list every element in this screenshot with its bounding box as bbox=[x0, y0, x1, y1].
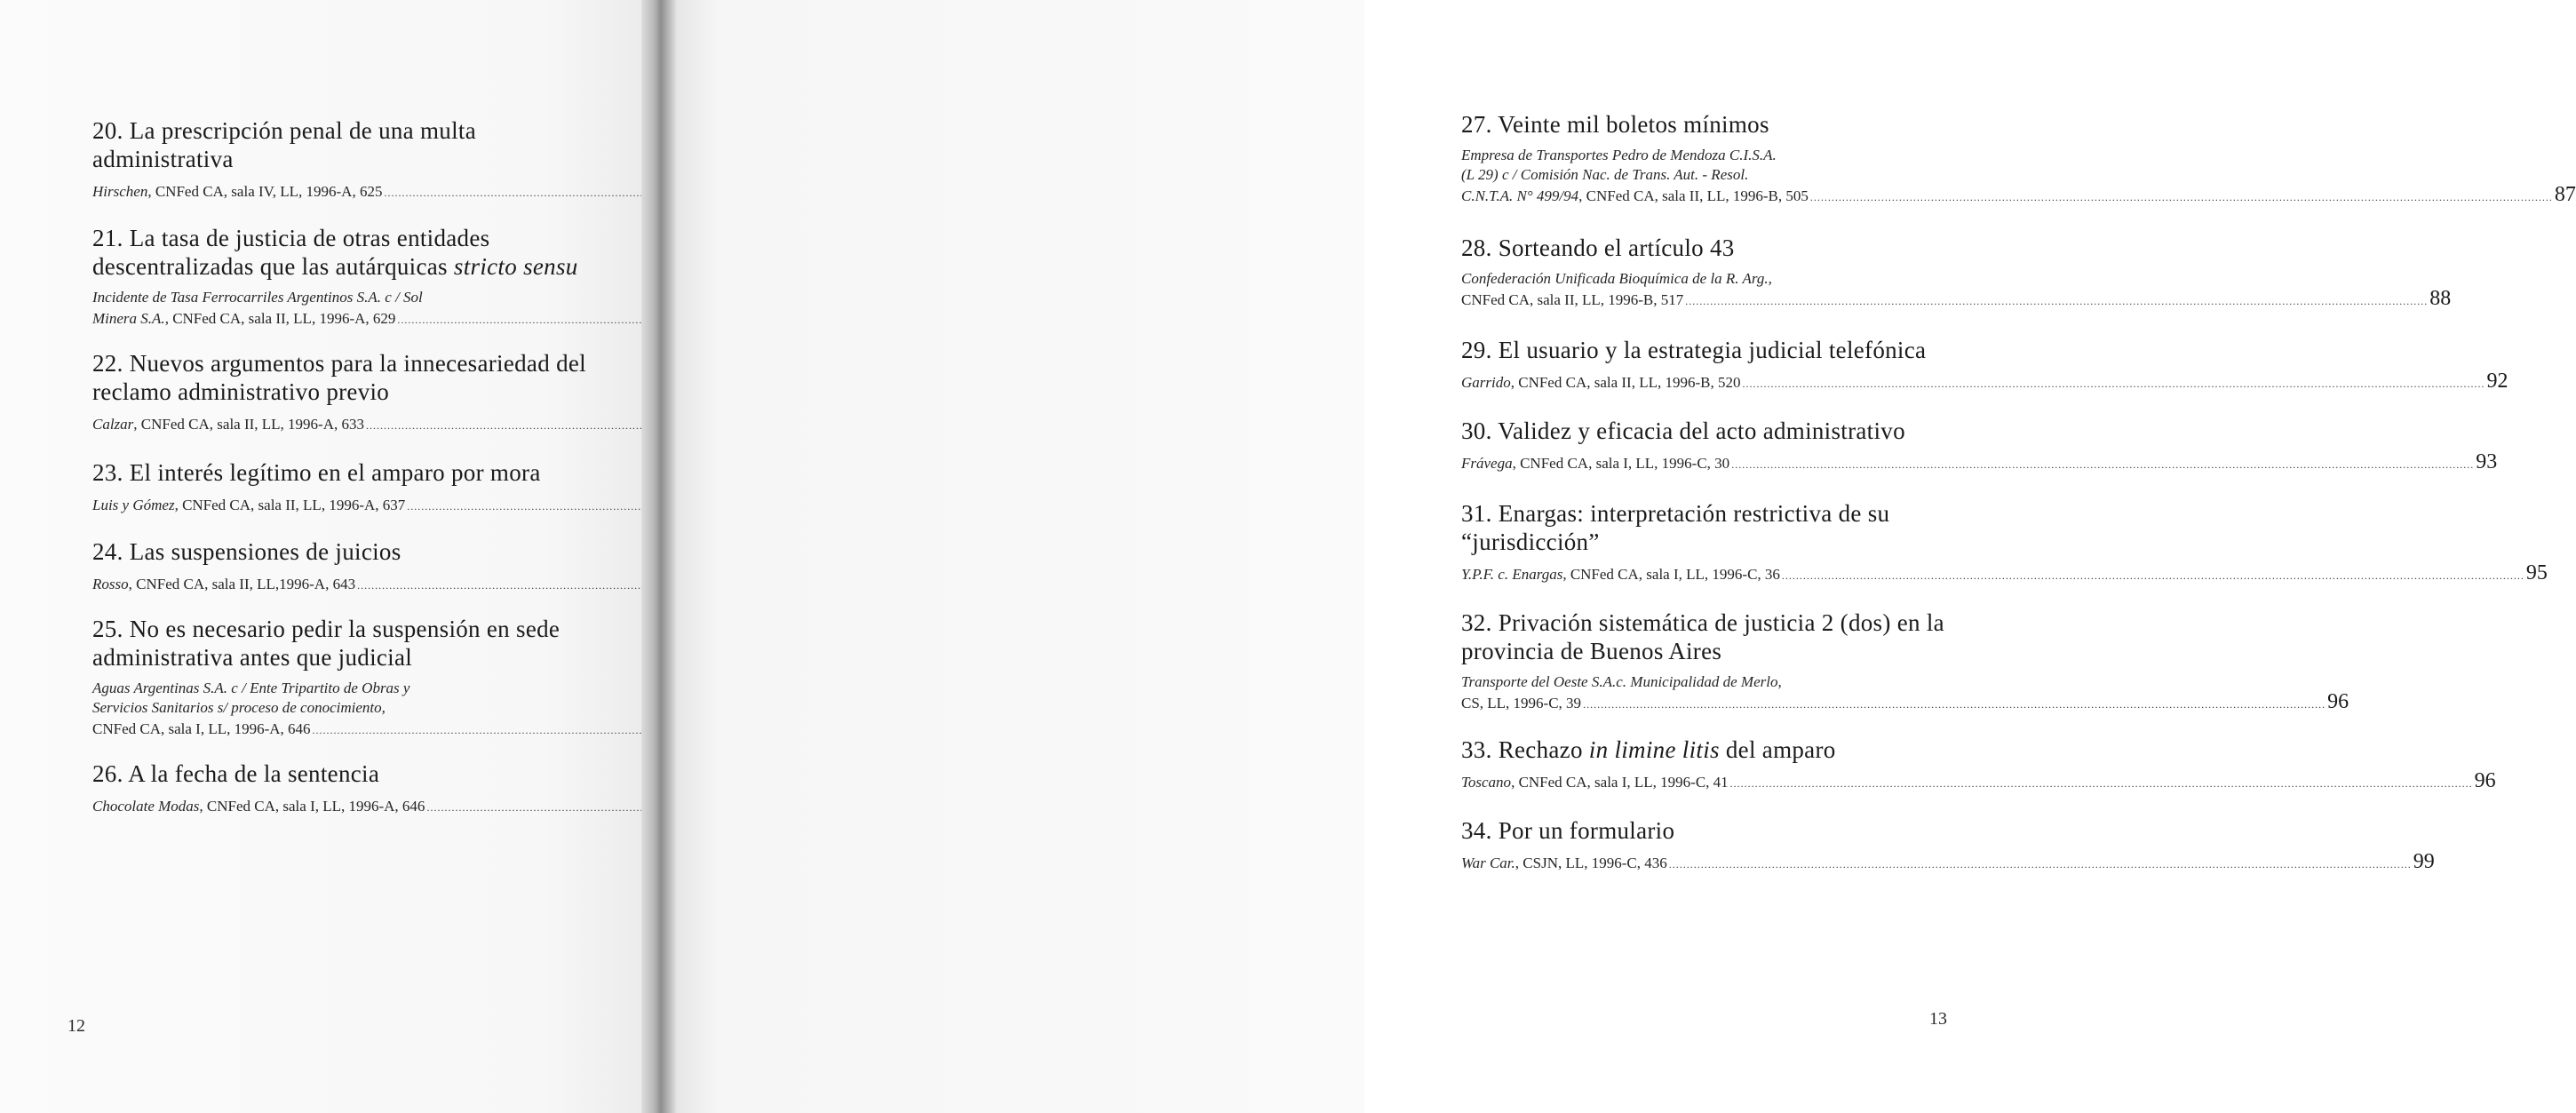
citation-text bbox=[92, 309, 395, 329]
citation-case-name: Aguas Argentinas S.A. c / Ente Tripartito de Obras y bbox=[92, 680, 410, 696]
citation-line bbox=[1461, 269, 1954, 289]
citation-line bbox=[92, 573, 588, 595]
entry-title: 26. A la fecha de la sentencia bbox=[92, 760, 380, 787]
entry-title: 27. Veinte mil boletos mínimos bbox=[1461, 111, 1769, 138]
citation-text bbox=[1461, 187, 1809, 206]
dot-leader bbox=[1730, 774, 2473, 793]
citation-text bbox=[1461, 565, 1780, 584]
citation-reference: , CNFed CA, sala I, LL, 1996-C, 41 bbox=[1511, 774, 1729, 791]
citation-line bbox=[1461, 287, 2452, 311]
citation-reference: , CNFed CA, sala II, LL, 1996-B, 520 bbox=[1510, 374, 1741, 391]
entry-citation bbox=[1461, 269, 2452, 311]
citation-case-name: Garrido bbox=[1461, 374, 1511, 391]
citation-text bbox=[1461, 854, 1667, 873]
citation-case-name: Luis y Gómez bbox=[92, 497, 175, 513]
citation-text bbox=[92, 679, 409, 698]
citation-text bbox=[92, 182, 382, 202]
book-gutter bbox=[641, 0, 677, 1113]
toc-entry bbox=[92, 615, 588, 740]
dot-leader bbox=[1685, 291, 2428, 311]
citation-case-name: Transporte del Oeste S.A.c. Municipalidad de Merlo, bbox=[1461, 673, 1782, 690]
entry-citation bbox=[1461, 850, 2435, 874]
dot-leader bbox=[1743, 374, 2485, 394]
citation-text bbox=[1461, 694, 1581, 713]
entry-title-part: del amparo bbox=[1719, 736, 1836, 763]
citation-line bbox=[92, 795, 588, 817]
page-reference: 87 bbox=[2554, 183, 2576, 206]
entry-citation bbox=[1461, 561, 2548, 585]
page-number-left: 12 bbox=[68, 1016, 85, 1036]
citation-line bbox=[92, 698, 588, 718]
entry-title bbox=[92, 224, 588, 281]
entry-title: 23. El interés legítimo en el amparo por mora bbox=[92, 459, 541, 486]
page-reference: 96 bbox=[2327, 690, 2349, 713]
toc-entry bbox=[1461, 417, 2498, 474]
citation-line bbox=[1461, 561, 2548, 585]
citation-text bbox=[1461, 454, 1729, 473]
citation-text bbox=[92, 575, 355, 594]
citation-case-name: War Car. bbox=[1461, 855, 1515, 871]
toc-entry bbox=[1461, 608, 2349, 714]
entry-title: 22. Nuevos argumentos para la innecesariedad del reclamo administrativo previo bbox=[92, 350, 586, 405]
citation-line bbox=[1461, 183, 2576, 207]
toc-entry bbox=[1461, 234, 2452, 311]
citation-reference: , CNFed CA, sala II, LL,1996-A, 643 bbox=[128, 576, 356, 592]
entry-citation bbox=[92, 180, 588, 203]
citation-line bbox=[92, 180, 588, 203]
citation-case-name: Incidente de Tasa Ferrocarriles Argentinos S.A. c / Sol bbox=[92, 289, 423, 306]
entry-citation bbox=[92, 573, 588, 595]
toc-entry bbox=[1461, 816, 2435, 874]
entry-citation bbox=[92, 288, 588, 330]
citation-reference: , CNFed CA, sala II, LL, 1996-A, 633 bbox=[133, 416, 364, 433]
entry-citation bbox=[1461, 672, 2349, 714]
citation-text bbox=[92, 719, 311, 739]
citation-line bbox=[1461, 769, 2496, 793]
citation-reference: , CNFed CA, sala I, LL, 1996-C, 36 bbox=[1562, 566, 1780, 583]
entry-title: 29. El usuario y la estrategia judicial telefónica bbox=[1461, 337, 1927, 363]
left-page bbox=[0, 0, 641, 1113]
entry-title-italic: in limine litis bbox=[1588, 736, 1720, 763]
page-reference: 93 bbox=[2476, 450, 2498, 473]
toc-entry bbox=[92, 224, 588, 330]
citation-case-name: C.N.T.A. N° 499/94 bbox=[1461, 187, 1579, 204]
citation-case-name: Confederación Unificada Bioquímica de la R. Arg., bbox=[1461, 270, 1772, 287]
entry-title: 25. No es necesario pedir la suspensión en sede administrativa antes que judicial bbox=[92, 616, 561, 671]
citation-text bbox=[1461, 773, 1729, 792]
citation-reference: , CNFed CA, sala I, LL, 1996-A, 646 bbox=[199, 798, 425, 815]
page-reference: 95 bbox=[2525, 561, 2548, 584]
citation-line bbox=[1461, 370, 2508, 394]
citation-line bbox=[1461, 690, 2349, 714]
toc-entry bbox=[1461, 110, 2576, 207]
citation-reference: , CNFed CA, sala I, LL, 1996-C, 30 bbox=[1512, 455, 1730, 472]
citation-reference: CNFed CA, sala II, LL, 1996-B, 517 bbox=[1461, 291, 1684, 308]
dot-leader bbox=[1583, 695, 2326, 714]
entry-citation bbox=[92, 494, 588, 516]
entry-title-part: 21. La tasa de justicia de otras entidades descentralizadas que las autárquicas bbox=[92, 225, 490, 280]
citation-reference: , CNFed CA, sala II, LL, 1996-A, 629 bbox=[164, 310, 396, 327]
entry-citation bbox=[1461, 769, 2496, 793]
citation-case-name: Empresa de Transportes Pedro de Mendoza C.I.S.A. bbox=[1461, 147, 1777, 163]
left-toc bbox=[92, 116, 588, 817]
citation-case-name: Chocolate Modas bbox=[92, 798, 200, 815]
page-number-right: 13 bbox=[1929, 1009, 1947, 1029]
citation-reference: CS, LL, 1996-C, 39 bbox=[1461, 695, 1582, 712]
citation-line bbox=[1461, 850, 2435, 874]
entry-title bbox=[1461, 735, 1954, 764]
citation-text bbox=[1461, 269, 1772, 289]
citation-line bbox=[92, 718, 588, 740]
citation-line bbox=[1461, 672, 1954, 692]
citation-text bbox=[1461, 373, 1741, 393]
citation-case-name: (L 29) c / Comisión Nac. de Trans. Aut. - Resol. bbox=[1461, 166, 1749, 183]
citation-reference: , CNFed CA, sala II, LL, 1996-A, 637 bbox=[174, 497, 406, 513]
citation-text bbox=[1461, 672, 1782, 692]
citation-case-name: Hirschen bbox=[92, 183, 148, 200]
citation-line bbox=[92, 288, 588, 307]
toc-entry bbox=[1461, 499, 2548, 585]
citation-case-name: Toscano bbox=[1461, 774, 1512, 791]
citation-case-name: Servicios Sanitarios s/ proceso de conocimiento, bbox=[92, 699, 386, 716]
citation-case-name: Calzar bbox=[92, 416, 134, 433]
toc-entry bbox=[92, 537, 588, 595]
citation-line bbox=[92, 494, 588, 516]
citation-reference: CNFed CA, sala I, LL, 1996-A, 646 bbox=[92, 720, 311, 737]
entry-citation bbox=[92, 413, 588, 435]
citation-line bbox=[1461, 165, 1954, 185]
citation-reference: , CSJN, LL, 1996-C, 436 bbox=[1515, 855, 1667, 871]
entry-title: 31. Enargas: interpretación restrictiva de su “jurisdicción” bbox=[1461, 500, 1890, 555]
entry-title-italic: stricto sensu bbox=[453, 253, 578, 280]
citation-line bbox=[92, 307, 588, 330]
entry-citation bbox=[1461, 450, 2498, 474]
right-toc bbox=[1461, 110, 2576, 874]
citation-reference: , CNFed CA, sala II, LL, 1996-B, 505 bbox=[1578, 187, 1809, 204]
citation-case-name: Rosso bbox=[92, 576, 129, 592]
citation-text bbox=[92, 698, 386, 718]
toc-entry bbox=[92, 759, 588, 817]
citation-text bbox=[1461, 146, 1777, 165]
dot-leader bbox=[1669, 855, 2412, 874]
citation-case-name: Minera S.A. bbox=[92, 310, 165, 327]
entry-title: 30. Validez y eficacia del acto administrativo bbox=[1461, 417, 1905, 444]
citation-text bbox=[1461, 290, 1683, 310]
citation-reference: , CNFed CA, sala IV, LL, 1996-A, 625 bbox=[147, 183, 383, 200]
page-reference: 99 bbox=[2413, 850, 2435, 873]
toc-entry bbox=[92, 116, 588, 203]
citation-text bbox=[1461, 165, 1748, 185]
entry-citation bbox=[1461, 146, 2576, 207]
entry-citation bbox=[1461, 370, 2508, 394]
citation-text bbox=[92, 797, 425, 816]
dot-leader bbox=[1782, 566, 2524, 585]
citation-line bbox=[92, 413, 588, 435]
citation-case-name: Frávega bbox=[1461, 455, 1513, 472]
citation-line bbox=[1461, 450, 2498, 474]
entry-title: 32. Privación sistemática de justicia 2 (dos) en la provincia de Buenos Aires bbox=[1461, 609, 1944, 664]
citation-case-name: Y.P.F. c. Enargas bbox=[1461, 566, 1563, 583]
toc-entry bbox=[92, 349, 588, 435]
entry-citation bbox=[92, 679, 588, 740]
dot-leader bbox=[1731, 455, 2474, 474]
entry-title-part: 33. Rechazo bbox=[1461, 736, 1589, 763]
page-reference: 92 bbox=[2486, 370, 2508, 393]
entry-title: 20. La prescripción penal de una multa administrativa bbox=[92, 117, 476, 172]
dot-leader bbox=[1810, 187, 2553, 207]
toc-entry bbox=[1461, 336, 2508, 394]
citation-line bbox=[92, 679, 588, 698]
toc-entry bbox=[92, 458, 588, 516]
citation-line bbox=[1461, 146, 1954, 165]
entry-citation bbox=[92, 795, 588, 817]
citation-text bbox=[92, 496, 405, 515]
entry-title: 34. Por un formulario bbox=[1461, 817, 1675, 844]
right-page bbox=[677, 0, 2576, 1113]
citation-text bbox=[92, 415, 364, 434]
page-reference: 88 bbox=[2429, 287, 2452, 310]
page-reference: 96 bbox=[2474, 769, 2496, 792]
toc-entry bbox=[1461, 735, 2496, 793]
entry-title: 28. Sorteando el artículo 43 bbox=[1461, 235, 1735, 261]
citation-text bbox=[92, 288, 423, 307]
entry-title: 24. Las suspensiones de juicios bbox=[92, 538, 402, 565]
